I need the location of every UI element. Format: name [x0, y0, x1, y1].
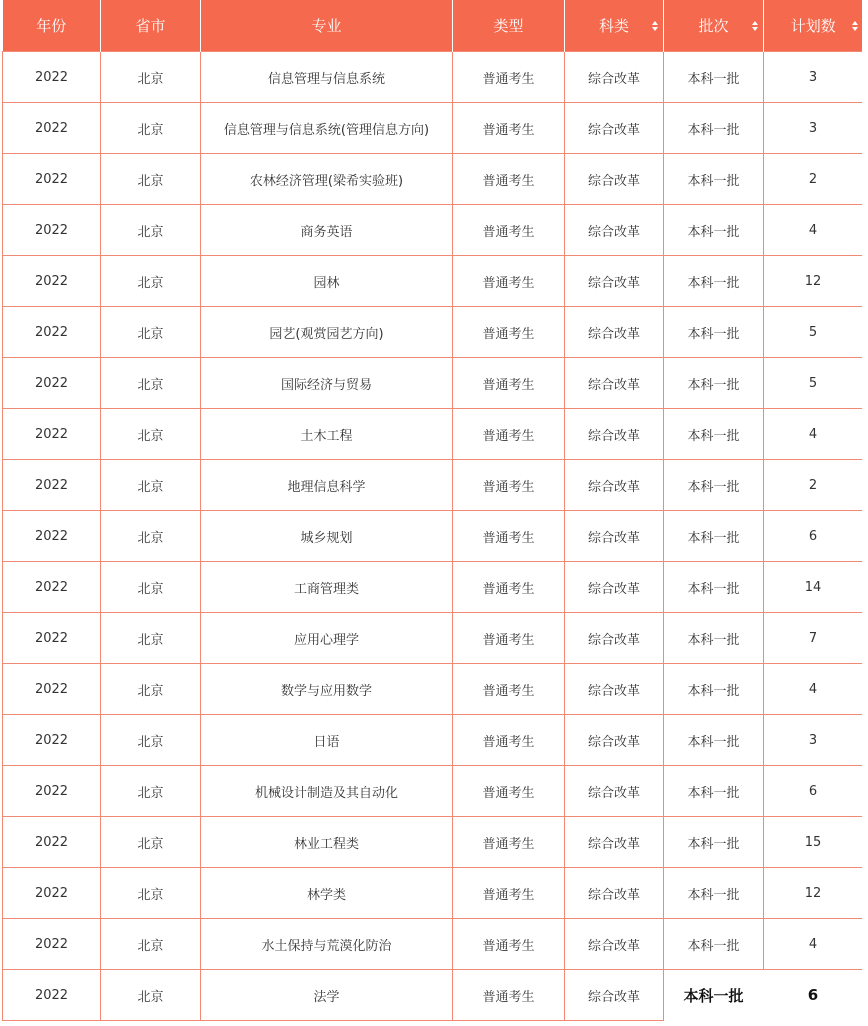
- cell-year: 2022: [3, 562, 101, 613]
- cell-subject: 综合改革: [565, 562, 664, 613]
- admission-plan-table: [2, 0, 862, 1021]
- cell-batch: 本科一批: [664, 154, 764, 205]
- table-row: [3, 613, 863, 664]
- cell-major: 国际经济与贸易: [201, 358, 453, 409]
- cell-major: 数学与应用数学: [201, 664, 453, 715]
- cell-major: 园林: [201, 256, 453, 307]
- cell-type: 普通考生: [453, 103, 565, 154]
- cell-major: 信息管理与信息系统(管理信息方向): [201, 103, 453, 154]
- cell-major: 土木工程: [201, 409, 453, 460]
- cell-province: 北京: [101, 715, 201, 766]
- sort-icon[interactable]: [652, 21, 658, 31]
- header-major: [201, 0, 453, 52]
- cell-plan: 3: [764, 103, 863, 154]
- cell-major: 机械设计制造及其自动化: [201, 766, 453, 817]
- cell-province: 北京: [101, 103, 201, 154]
- cell-year: 2022: [3, 715, 101, 766]
- table-row: [3, 511, 863, 562]
- cell-type: 普通考生: [453, 970, 565, 1021]
- cell-batch: 本科一批: [664, 409, 764, 460]
- cell-batch: 本科一批: [664, 919, 764, 970]
- cell-type: 普通考生: [453, 919, 565, 970]
- cell-batch: 本科一批: [664, 205, 764, 256]
- cell-type: 普通考生: [453, 766, 565, 817]
- table-row: [3, 358, 863, 409]
- cell-year: 2022: [3, 103, 101, 154]
- cell-subject: 综合改革: [565, 613, 664, 664]
- cell-plan: 12: [764, 256, 863, 307]
- table-row: [3, 205, 863, 256]
- cell-province: 北京: [101, 562, 201, 613]
- cell-major: 商务英语: [201, 205, 453, 256]
- cell-major: 日语: [201, 715, 453, 766]
- cell-province: 北京: [101, 52, 201, 103]
- cell-plan: 6: [764, 511, 863, 562]
- cell-plan: 7: [764, 613, 863, 664]
- cell-province: 北京: [101, 205, 201, 256]
- cell-type: 普通考生: [453, 817, 565, 868]
- table-row: [3, 919, 863, 970]
- cell-subject: 综合改革: [565, 256, 664, 307]
- cell-subject: 综合改革: [565, 307, 664, 358]
- table-row: [3, 817, 863, 868]
- cell-plan: 2: [764, 154, 863, 205]
- cell-major: 信息管理与信息系统: [201, 52, 453, 103]
- table-body: [3, 52, 863, 1021]
- cell-plan: 2: [764, 460, 863, 511]
- cell-province: 北京: [101, 868, 201, 919]
- header-plan-sortable[interactable]: [764, 0, 863, 52]
- cell-batch: 本科一批: [664, 511, 764, 562]
- header-subject-sortable[interactable]: [565, 0, 664, 52]
- cell-batch: 本科一批: [664, 715, 764, 766]
- cell-type: 普通考生: [453, 52, 565, 103]
- cell-subject: 综合改革: [565, 919, 664, 970]
- table-row: [3, 460, 863, 511]
- cell-subject: 综合改革: [565, 511, 664, 562]
- table-row: [3, 562, 863, 613]
- cell-year: 2022: [3, 613, 101, 664]
- cell-year: 2022: [3, 919, 101, 970]
- cell-year: 2022: [3, 664, 101, 715]
- cell-year: 2022: [3, 511, 101, 562]
- cell-plan: 5: [764, 358, 863, 409]
- cell-type: 普通考生: [453, 205, 565, 256]
- cell-plan: 4: [764, 664, 863, 715]
- cell-subject: 综合改革: [565, 460, 664, 511]
- cell-subject: 综合改革: [565, 154, 664, 205]
- cell-plan: 6: [764, 970, 863, 1021]
- cell-subject: 综合改革: [565, 766, 664, 817]
- cell-batch: 本科一批: [664, 307, 764, 358]
- cell-batch: 本科一批: [664, 868, 764, 919]
- cell-province: 北京: [101, 256, 201, 307]
- cell-major: 城乡规划: [201, 511, 453, 562]
- cell-plan: 4: [764, 205, 863, 256]
- header-province: [101, 0, 201, 52]
- cell-plan: 12: [764, 868, 863, 919]
- header-major-label: 专业: [311, 17, 342, 35]
- cell-year: 2022: [3, 970, 101, 1021]
- cell-major: 园艺(观赏园艺方向): [201, 307, 453, 358]
- table-row: [3, 103, 863, 154]
- cell-subject: 综合改革: [565, 358, 664, 409]
- table-header-row: [3, 0, 863, 52]
- cell-batch: 本科一批: [664, 103, 764, 154]
- cell-major: 工商管理类: [201, 562, 453, 613]
- cell-major: 林学类: [201, 868, 453, 919]
- cell-type: 普通考生: [453, 460, 565, 511]
- cell-plan: 4: [764, 919, 863, 970]
- cell-province: 北京: [101, 409, 201, 460]
- cell-type: 普通考生: [453, 256, 565, 307]
- table-row: [3, 409, 863, 460]
- cell-year: 2022: [3, 766, 101, 817]
- cell-plan: 3: [764, 715, 863, 766]
- cell-subject: 综合改革: [565, 409, 664, 460]
- cell-province: 北京: [101, 154, 201, 205]
- cell-type: 普通考生: [453, 562, 565, 613]
- cell-province: 北京: [101, 460, 201, 511]
- table-row: [3, 664, 863, 715]
- cell-batch: 本科一批: [664, 52, 764, 103]
- cell-plan: 5: [764, 307, 863, 358]
- cell-major: 水土保持与荒漠化防治: [201, 919, 453, 970]
- table-row: [3, 307, 863, 358]
- cell-batch: 本科一批: [664, 766, 764, 817]
- cell-batch: 本科一批: [664, 256, 764, 307]
- cell-major: 林业工程类: [201, 817, 453, 868]
- cell-batch: 本科一批: [664, 562, 764, 613]
- cell-type: 普通考生: [453, 409, 565, 460]
- cell-province: 北京: [101, 511, 201, 562]
- header-province-label: 省市: [135, 17, 166, 35]
- cell-major: 应用心理学: [201, 613, 453, 664]
- cell-major: 农林经济管理(梁希实验班): [201, 154, 453, 205]
- cell-year: 2022: [3, 409, 101, 460]
- header-year: [3, 0, 101, 52]
- cell-year: 2022: [3, 817, 101, 868]
- cell-type: 普通考生: [453, 154, 565, 205]
- cell-batch: 本科一批: [664, 358, 764, 409]
- cell-year: 2022: [3, 52, 101, 103]
- cell-province: 北京: [101, 817, 201, 868]
- cell-major: 地理信息科学: [201, 460, 453, 511]
- cell-type: 普通考生: [453, 613, 565, 664]
- cell-province: 北京: [101, 664, 201, 715]
- cell-subject: 综合改革: [565, 970, 664, 1021]
- header-type-label: 类型: [493, 17, 524, 35]
- cell-province: 北京: [101, 919, 201, 970]
- cell-type: 普通考生: [453, 511, 565, 562]
- header-year-label: 年份: [36, 17, 67, 35]
- cell-batch: 本科一批: [664, 970, 764, 1021]
- cell-year: 2022: [3, 205, 101, 256]
- table-row: [3, 766, 863, 817]
- cell-type: 普通考生: [453, 358, 565, 409]
- sort-icon[interactable]: [852, 21, 858, 31]
- cell-batch: 本科一批: [664, 664, 764, 715]
- cell-batch: 本科一批: [664, 613, 764, 664]
- header-plan-label: 计划数: [790, 17, 836, 35]
- cell-plan: 6: [764, 766, 863, 817]
- header-type: [453, 0, 565, 52]
- cell-type: 普通考生: [453, 664, 565, 715]
- cell-subject: 综合改革: [565, 715, 664, 766]
- cell-year: 2022: [3, 256, 101, 307]
- cell-province: 北京: [101, 307, 201, 358]
- header-subject-label: 科类: [598, 17, 629, 35]
- table-row: [3, 52, 863, 103]
- table-row: [3, 868, 863, 919]
- table-row: [3, 715, 863, 766]
- cell-subject: 综合改革: [565, 868, 664, 919]
- cell-type: 普通考生: [453, 868, 565, 919]
- header-batch-label: 批次: [698, 17, 729, 35]
- cell-major: 法学: [201, 970, 453, 1021]
- cell-province: 北京: [101, 766, 201, 817]
- header-batch-sortable[interactable]: [664, 0, 764, 52]
- cell-type: 普通考生: [453, 715, 565, 766]
- cell-batch: 本科一批: [664, 460, 764, 511]
- cell-plan: 3: [764, 52, 863, 103]
- admission-plan-table-container: [2, 0, 862, 1026]
- cell-province: 北京: [101, 358, 201, 409]
- cell-year: 2022: [3, 358, 101, 409]
- cell-year: 2022: [3, 307, 101, 358]
- cell-subject: 综合改革: [565, 103, 664, 154]
- cell-subject: 综合改革: [565, 817, 664, 868]
- cell-plan: 4: [764, 409, 863, 460]
- cell-plan: 15: [764, 817, 863, 868]
- table-row: [3, 154, 863, 205]
- table-row: [3, 970, 863, 1021]
- table-row: [3, 256, 863, 307]
- sort-icon[interactable]: [752, 21, 758, 31]
- cell-province: 北京: [101, 970, 201, 1021]
- cell-subject: 综合改革: [565, 205, 664, 256]
- cell-subject: 综合改革: [565, 52, 664, 103]
- cell-subject: 综合改革: [565, 664, 664, 715]
- cell-plan: 14: [764, 562, 863, 613]
- cell-year: 2022: [3, 154, 101, 205]
- cell-type: 普通考生: [453, 307, 565, 358]
- cell-province: 北京: [101, 613, 201, 664]
- cell-batch: 本科一批: [664, 817, 764, 868]
- cell-year: 2022: [3, 868, 101, 919]
- cell-year: 2022: [3, 460, 101, 511]
